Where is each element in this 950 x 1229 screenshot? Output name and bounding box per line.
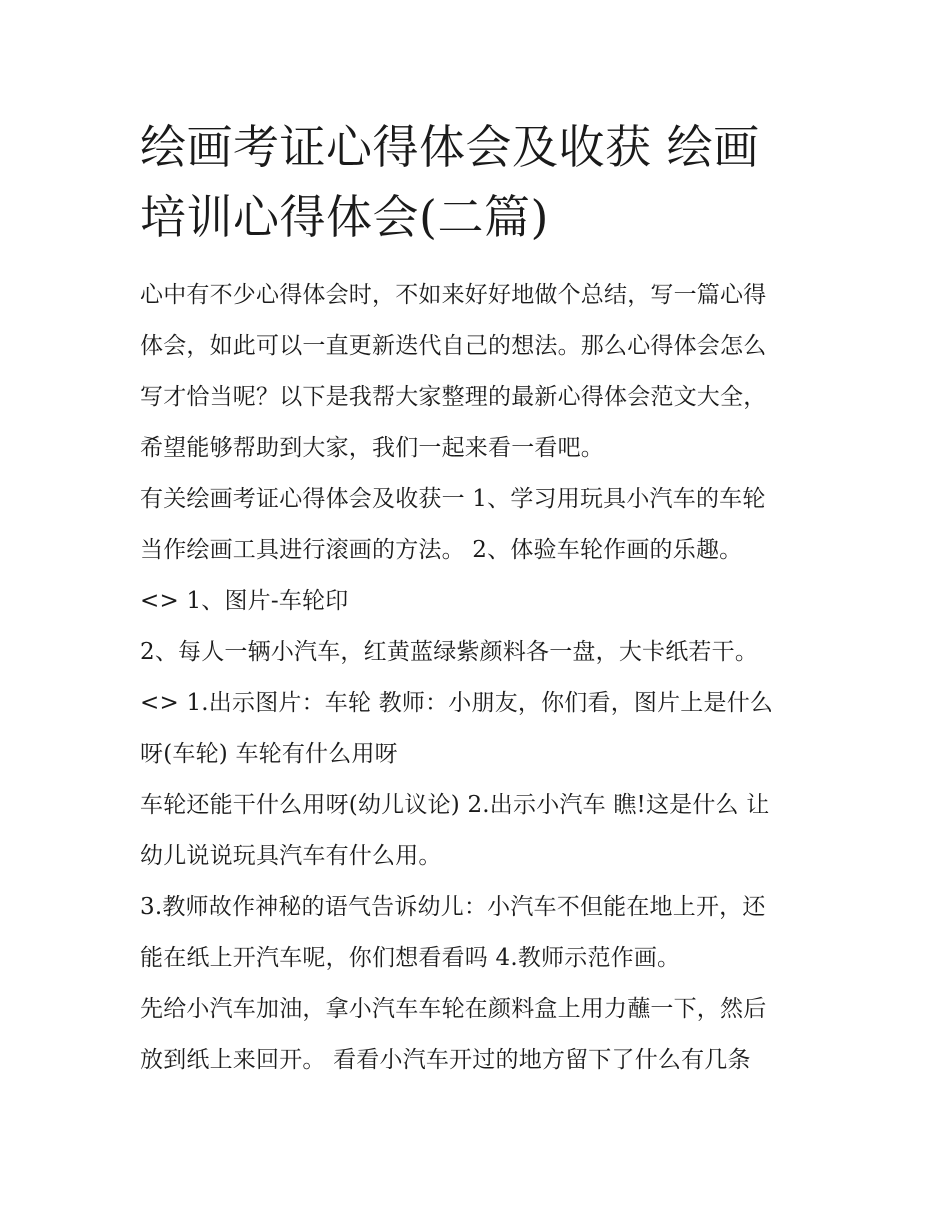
body-line: 先给小汽车加油，拿小汽车车轮在颜料盒上用力蘸一下，然后 [140,996,767,1022]
body-line: 放到纸上来回开。 看看小汽车开过的地方留下了什么有几条 [140,1047,751,1073]
body-line: 当作绘画工具进行滚画的方法。 2、体验车轮作画的乐趣。 [140,537,743,563]
body-line: 写才恰当呢？以下是我帮大家整理的最新心得体会范文大全， [140,384,767,410]
body-line: <> 1、图片-车轮印 [140,588,349,614]
body-line: 幼儿说说玩具汽车有什么用。 [140,843,442,869]
body-line: 能在纸上开汽车呢，你们想看看吗 4.教师示范作画。 [140,945,681,971]
body-line: 体会，如此可以一直更新迭代自己的想法。那么心得体会怎么 [140,333,767,359]
document-title [140,112,820,252]
body-line: 心中有不少心得体会时，不如来好好地做个总结，写一篇心得 [140,282,767,308]
body-line: 有关绘画考证心得体会及收获一 1、学习用玩具小汽车的车轮 [140,486,766,512]
body-line: 2、每人一辆小汽车，红黄蓝绿紫颜料各一盘，大卡纸若干。 [140,639,759,665]
document-body [140,270,820,1086]
body-line: <> 1.出示图片：车轮 教师：小朋友，你们看，图片上是什么 [140,690,774,716]
body-line: 3.教师故作神秘的语气告诉幼儿：小汽车不但能在地上开，还 [140,894,766,920]
document-page [140,112,820,1086]
body-line: 希望能够帮助到大家，我们一起来看一看吧。 [140,435,604,461]
title-line-1: 绘画考证心得体会及收获 绘画 [140,120,760,174]
title-line-2: 培训心得体会(二篇) [140,190,549,244]
body-line: 车轮还能干什么用呀(幼儿议论) 2.出示小汽车 瞧!这是什么 让 [140,792,770,818]
body-line: 呀(车轮) 车轮有什么用呀 [140,741,398,767]
